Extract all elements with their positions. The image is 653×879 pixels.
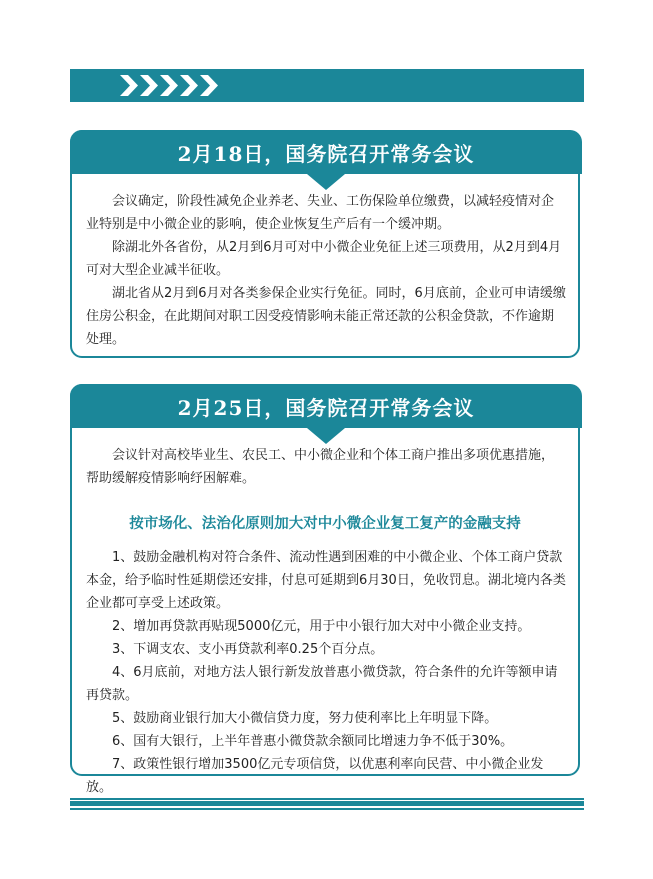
paragraph: 湖北省从2月到6月对各类参保企业实行免征。同时，6月底前，企业可申请缓缴住房公积金，在此期间对职工因受疫情影响未能正常还款的公积金贷款，不作逾期处理。 — [86, 286, 566, 347]
header-notch — [307, 428, 345, 444]
list-item: 6、国有大银行，上半年普惠小微贷款余额同比增速力争不低于30%。 — [112, 734, 514, 749]
meeting-card-feb25 — [70, 384, 580, 795]
divider-line — [70, 798, 584, 800]
header-notch — [307, 174, 345, 190]
intro-paragraph: 会议针对高校毕业生、农民工、中小微企业和个体工商户推出多项优惠措施，帮助缓解疫情影响纾困解难。 — [86, 448, 555, 486]
top-banner — [70, 69, 584, 102]
list-item: 4、6月底前，对地方法人银行新发放普惠小微贷款，符合条件的允许等额申请再贷款。 — [86, 665, 558, 703]
list-item: 3、下调支农、支小再贷款利率0.25个百分点。 — [112, 642, 384, 657]
card-header — [70, 384, 582, 428]
list-item: 7、政策性银行增加3500亿元专项信贷，以优惠利率向民营、中小微企业发放。 — [86, 757, 544, 795]
list-item: 1、鼓励金融机构对符合条件、流动性遇到困难的中小微企业、个体工商户贷款本金，给予临时性延期偿还安排，付息可延期到6月30日，免收罚息。湖北境内各类企业都可享受上述政策。 — [86, 550, 566, 611]
section-title: 2月18日，国务院召开常务会议 — [177, 142, 475, 166]
bottom-divider — [70, 798, 584, 810]
chevron-arrows-icon — [70, 69, 584, 102]
paragraph: 会议确定，阶段性减免企业养老、失业、工伤保险单位缴费，以减轻疫情对企业特别是中小微企业的影响，使企业恢复生产后有一个缓冲期。 — [86, 194, 555, 232]
divider-band — [70, 801, 584, 806]
divider-line — [70, 808, 584, 810]
section-subtitle: 按市场化、法治化原则加大对中小微企业复工复产的金融支持 — [129, 516, 521, 532]
paragraph: 除湖北外各省份，从2月到6月可对中小微企业免征上述三项费用，从2月到4月可对大型企业减半征收。 — [86, 240, 562, 278]
list-item: 5、鼓励商业银行加大小微信贷力度，努力使利率比上年明显下降。 — [112, 711, 498, 726]
list-item: 2、增加再贷款再贴现5000亿元，用于中小银行加大对中小微企业支持。 — [112, 619, 531, 634]
section-title: 2月25日，国务院召开常务会议 — [177, 396, 475, 420]
meeting-card-feb18 — [70, 130, 580, 358]
card-header — [70, 130, 582, 174]
